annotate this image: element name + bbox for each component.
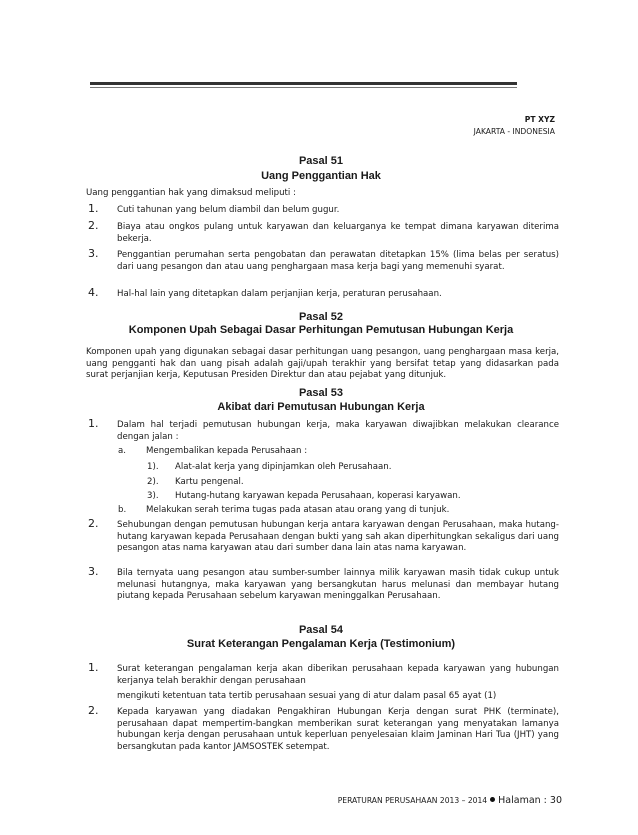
header-rule-thin [90, 87, 517, 88]
list-number: 4. [88, 286, 99, 299]
footer-document-title: PERATURAN PERUSAHAAN 2013 – 2014 [337, 796, 488, 805]
pasal-52-body: Komponen upah yang digunakan sebagai dasar perhitungan uang pesangon, uang penghargaan masa kerja, uang pengganti hak dan uang pisah adalah gaji/upah terakhir yang bersifat tetap yang didasarkan pada surat perjanjian kerja, Keputusan Presiden Direktur dan atau pejabat yang ditunjuk. [86, 347, 559, 380]
list-item: Cuti tahunan yang belum diambil dan belum gugur. [117, 205, 340, 215]
bullet-icon [490, 797, 495, 802]
list-number: 2. [88, 219, 99, 232]
list-number: 3. [88, 565, 99, 578]
sub-sub-item: Kartu pengenal. [175, 477, 244, 487]
company-block [474, 114, 555, 138]
sub-letter: a. [118, 446, 126, 456]
sub-sub-number: 2). [147, 477, 159, 487]
page-footer [338, 796, 562, 806]
pasal-51-title: Uang Penggantian Hak [261, 170, 381, 182]
pasal-52-number: Pasal 52 [298, 311, 344, 323]
pasal-51-intro: Uang penggantian hak yang dimaksud meliputi : [86, 188, 296, 198]
list-item: Penggantian perumahan serta pengobatan dan perawatan ditetapkan 15% (lima belas per seratus) dari uang pesangon dan atau uang penghargaan masa kerja bagi yang memenuhi syarat. [117, 250, 559, 272]
pasal-53-title: Akibat dari Pemutusan Hubungan Kerja [217, 401, 425, 413]
list-number: 2. [88, 517, 99, 530]
list-number: 3. [88, 247, 99, 260]
sub-sub-number: 3). [147, 491, 159, 501]
header-rule [90, 82, 517, 85]
pasal-52-title: Komponen Upah Sebagai Dasar Perhitungan Pemutusan Hubungan Kerja [128, 324, 514, 336]
pasal-54-number: Pasal 54 [298, 624, 344, 636]
list-number: 1. [88, 661, 99, 674]
list-number: 1. [88, 202, 99, 215]
list-item: Kepada karyawan yang diadakan Pengakhiran Hubungan Kerja dengan surat PHK (terminate), perusahaan dapat mempertim-bangkan memberikan surat keterangan yang menyatakan lamanya hubungan kerja dengan perusahaan untuk keperluan penyelesaian klaim Jaminan Hari Tua (JHT) yang bersangkutan pada kantor JAMSOSTEK setempat. [117, 707, 559, 752]
list-item: Hal-hal lain yang ditetapkan dalam perjanjian kerja, peraturan perusahaan. [117, 289, 442, 299]
company-location: JAKARTA - INDONESIA [473, 127, 555, 136]
pasal-54-title: Surat Keterangan Pengalaman Kerja (Testimonium) [186, 638, 456, 650]
company-name: PT XYZ [524, 115, 555, 124]
list-item: Surat keterangan pengalaman kerja akan diberikan perusahaan kepada karyawan yang hubungan kerjanya telah berakhir dengan perusahaan [117, 664, 559, 686]
list-number: 1. [88, 417, 99, 430]
pasal-51-number: Pasal 51 [298, 155, 344, 167]
sub-item: Melakukan serah terima tugas pada atasan atau orang yang di tunjuk. [146, 505, 450, 515]
list-item: Bila ternyata uang pesangon atau sumber-sumber lainnya milik karyawan masih tidak cukup untuk melunasi hutangnya, maka karyawan yang bersangkutan harus melunasi dan membayar hutang piutang kepada Perusahaan sebelum karyawan meninggalkan Perusahaan. [117, 568, 559, 601]
page-number: Halaman : 30 [498, 795, 562, 806]
pasal-53-number: Pasal 53 [298, 387, 344, 399]
list-item: Dalam hal terjadi pemutusan hubungan kerja, maka karyawan diwajibkan melakukan clearance dengan jalan : [117, 420, 559, 442]
sub-sub-number: 1). [147, 462, 159, 472]
list-number: 2. [88, 704, 99, 717]
list-item-continuation: mengikuti ketentuan tata tertib perusahaan sesuai yang di atur dalam pasal 65 ayat (1) [117, 691, 497, 701]
list-item: Sehubungan dengan pemutusan hubungan kerja antara karyawan dengan Perusahaan, maka hutang-hutang karyawan kepada Perusahaan dengan bukti yang sah akan diperhitungkan sekaligus dari uang pesangon atas nama karyawan atau dari sumber dana lain atas nama karyawan. [117, 520, 559, 553]
sub-sub-item: Hutang-hutang karyawan kepada Perusahaan, koperasi karyawan. [175, 491, 461, 501]
sub-item: Mengembalikan kepada Perusahaan : [146, 446, 308, 456]
sub-sub-item: Alat-alat kerja yang dipinjamkan oleh Perusahaan. [175, 462, 392, 472]
sub-letter: b. [118, 505, 127, 515]
list-item: Biaya atau ongkos pulang untuk karyawan dan keluarganya ke tempat dimana karyawan diterima bekerja. [117, 222, 559, 244]
